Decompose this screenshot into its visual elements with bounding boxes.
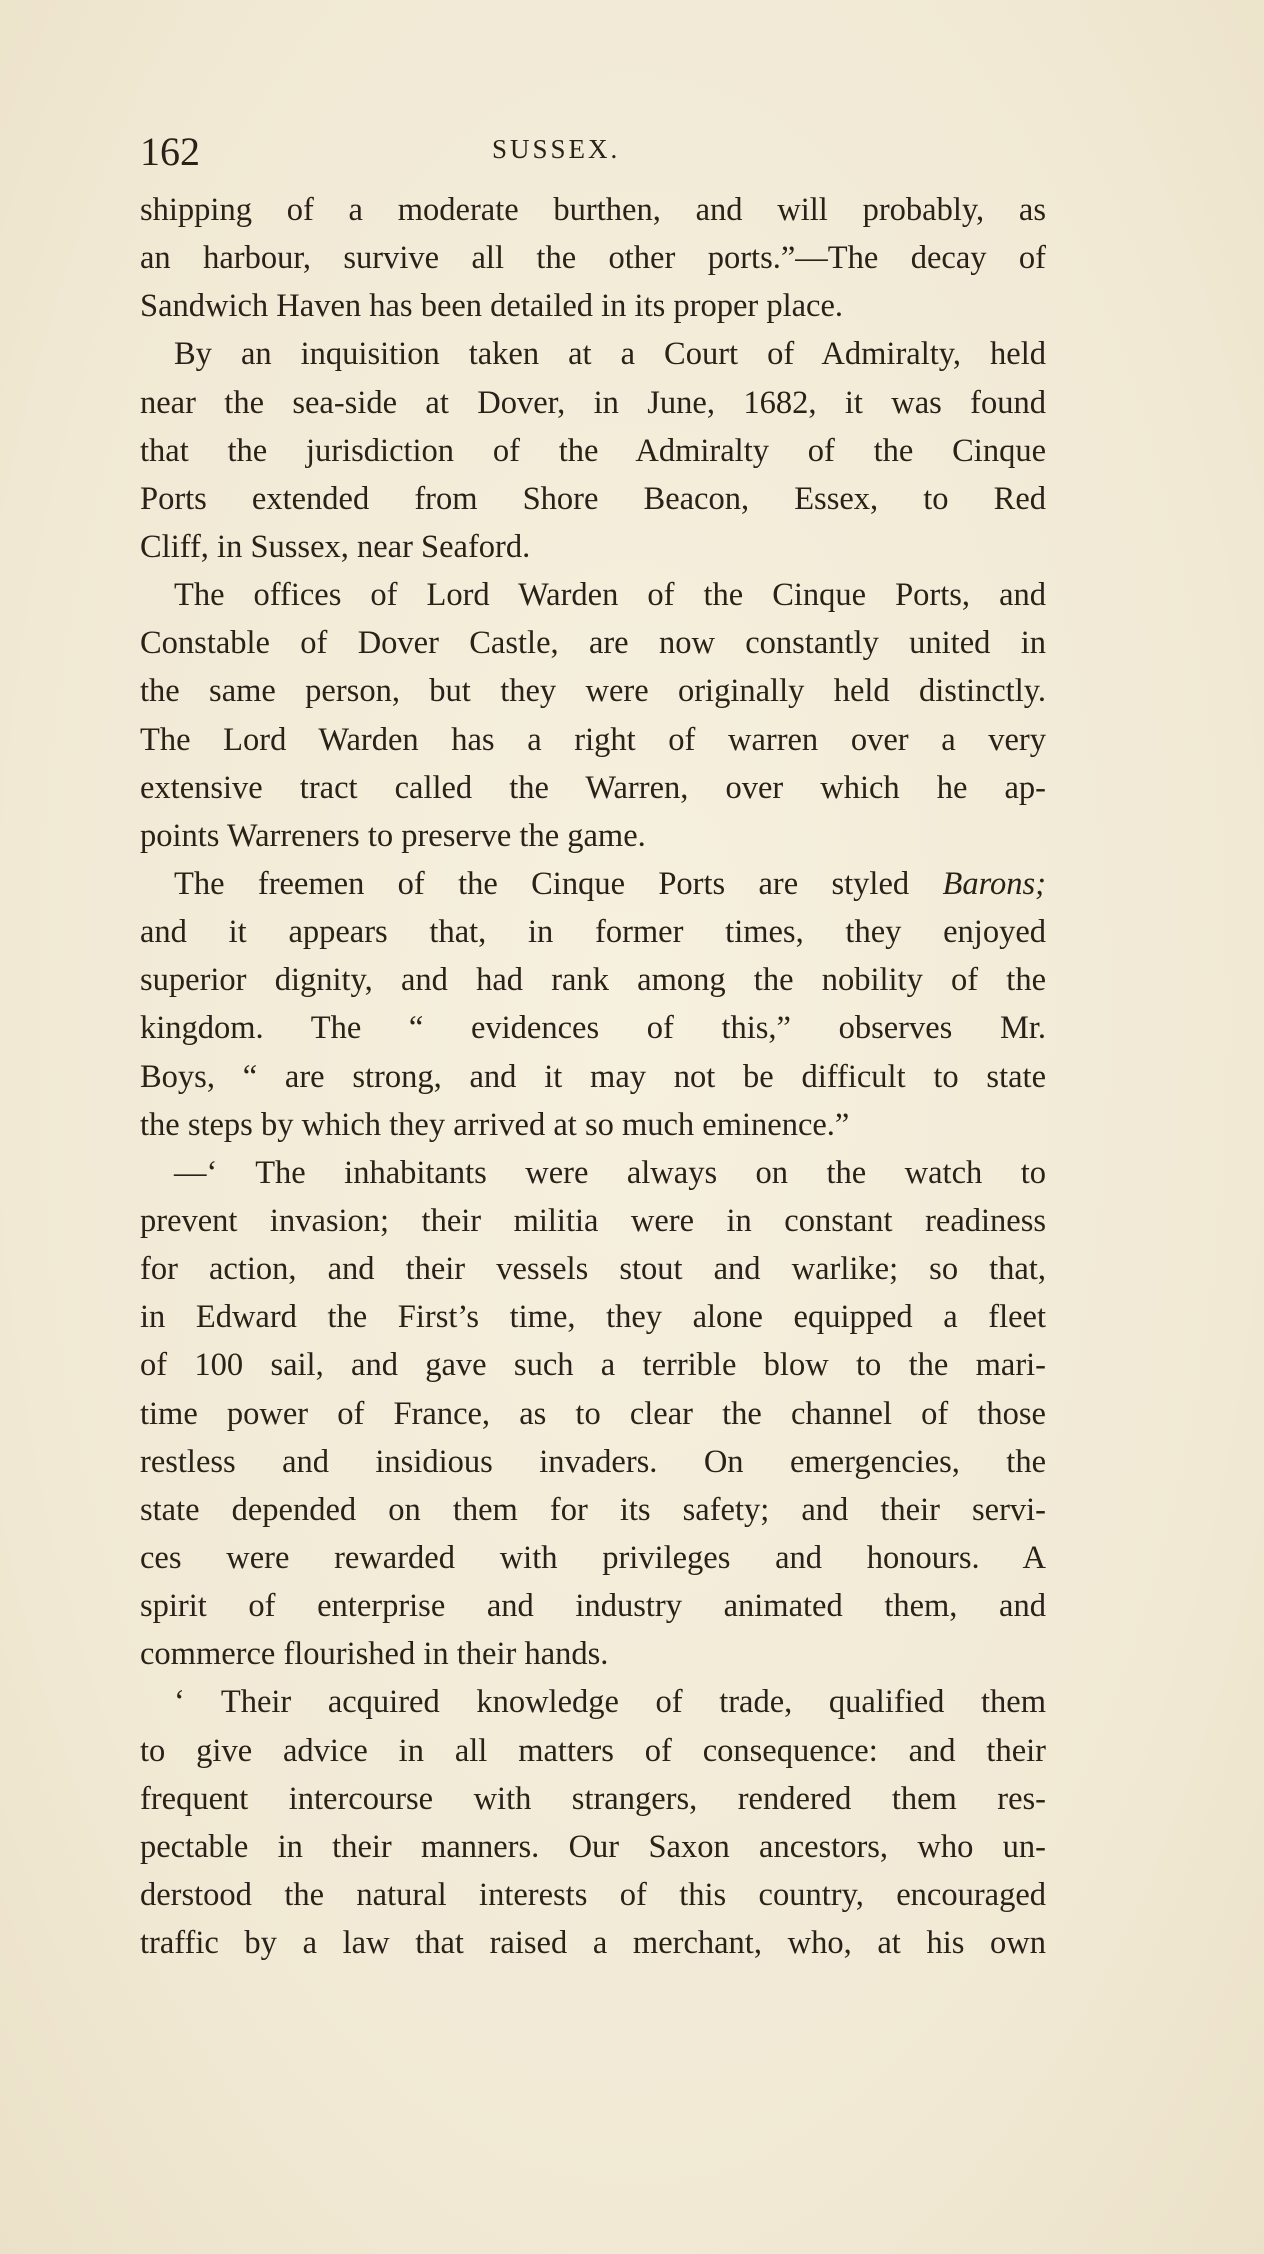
text-line: Cliff, in Sussex, near Seaford. (140, 528, 531, 565)
text-line: and it appears that, in former times, they enjoyed (140, 914, 1046, 951)
text-line: the same person, but they were originally held distinctly. (140, 673, 1046, 710)
text-line: The freemen of the Cinque Ports are styled Barons; (174, 865, 1046, 902)
text-line: kingdom. The “ evidences of this,” observes Mr. (140, 1010, 1046, 1047)
text-line: of 100 sail, and gave such a terrible blow to the mari- (140, 1347, 1046, 1384)
text-line: to give advice in all matters of consequence: and their (140, 1732, 1046, 1769)
text-line: state depended on them for its safety; and their servi- (140, 1491, 1046, 1528)
text-line: —‘ The inhabitants were always on the watch to (174, 1154, 1046, 1191)
text-line: near the sea-side at Dover, in June, 1682, it was found (140, 384, 1046, 421)
text-line: extensive tract called the Warren, over which he ap- (140, 769, 1046, 806)
text-line: Ports extended from Shore Beacon, Essex, to Red (140, 480, 1046, 517)
text-line: frequent intercourse with strangers, rendered them res- (140, 1780, 1046, 1817)
text-line: pectable in their manners. Our Saxon ancestors, who un- (140, 1828, 1046, 1865)
text-line: superior dignity, and had rank among the nobility of the (140, 962, 1046, 999)
text-line: The offices of Lord Warden of the Cinque Ports, and (174, 577, 1046, 614)
text-line: ces were rewarded with privileges and honours. A (140, 1539, 1046, 1576)
text-line: The Lord Warden has a right of warren over a very (140, 721, 1046, 758)
text-line: Constable of Dover Castle, are now constantly united in (140, 625, 1046, 662)
running-head (140, 128, 1040, 172)
text-line: points Warreners to preserve the game. (140, 817, 646, 854)
text-line: Boys, “ are strong, and it may not be difficult to state (140, 1058, 1046, 1095)
text-line: By an inquisition taken at a Court of Admiralty, held (174, 336, 1046, 373)
running-title: SUSSEX. (492, 134, 621, 164)
text-line: for action, and their vessels stout and warlike; so that, (140, 1251, 1046, 1288)
text-line: shipping of a moderate burthen, and will probably, as (140, 192, 1046, 228)
text-line: in Edward the First’s time, they alone equipped a fleet (140, 1299, 1046, 1336)
text-line: prevent invasion; their militia were in constant readiness (140, 1202, 1046, 1239)
text-line: that the jurisdiction of the Admiralty of the Cinque (140, 432, 1046, 469)
page-number: 162 (140, 129, 200, 174)
text-line: the steps by which they arrived at so much eminence.” (140, 1106, 850, 1143)
text-line: time power of France, as to clear the channel of those (140, 1395, 1046, 1432)
text-line: commerce flourished in their hands. (140, 1636, 609, 1673)
text-line: Sandwich Haven has been detailed in its proper place. (140, 288, 844, 325)
text-line: ‘ Their acquired knowledge of trade, qualified them (174, 1684, 1046, 1721)
text-line: traffic by a law that raised a merchant, who, at his own (140, 1925, 1046, 1962)
text-line: an harbour, survive all the other ports.”—The decay of (140, 240, 1046, 277)
text-line: restless and insidious invaders. On emergencies, the (140, 1443, 1046, 1480)
text-line: derstood the natural interests of this country, encouraged (140, 1876, 1046, 1913)
text-line: spirit of enterprise and industry animated them, and (140, 1588, 1046, 1625)
body-text (140, 186, 1046, 1967)
